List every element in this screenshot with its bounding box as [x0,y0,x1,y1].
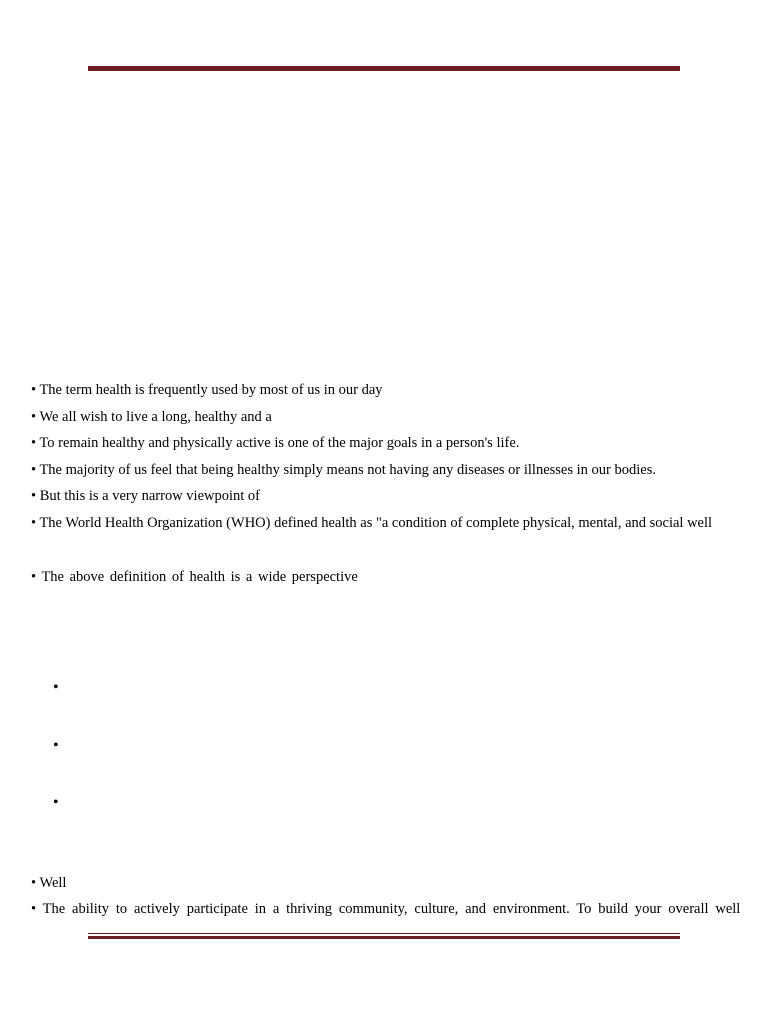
header-rule [88,66,680,71]
bullet-line-major-goals: • To remain healthy and physically active is one of the major goals in a person's life. [31,435,520,451]
bullet-line-who-definition: • The World Health Organization (WHO) defined health as "a condition of complete physical, mental, and social well [31,515,713,531]
empty-bullet-2: • [53,737,59,754]
bullet-line-narrow-viewpoint: • But this is a very narrow viewpoint of [31,488,260,504]
bullet-line-no-diseases: • The majority of us feel that being healthy simply means not having any diseases or illnesses in our bodies. [31,462,656,478]
bullet-line-long-life: • We all wish to live a long, healthy and a [31,409,272,425]
bullet-line-well: • Well [31,875,67,891]
bullet-line-health-term: • The term health is frequently used by most of us in our day [31,382,383,398]
footer-rule [88,933,680,939]
empty-bullet-3: • [53,794,59,811]
footer-rule-thin [88,933,680,934]
bullet-line-wide-perspective: • The above definition of health is a wide perspective [31,569,358,585]
footer-rule-thick [88,936,680,939]
empty-bullet-1: • [53,679,59,696]
bullet-line-community: • The ability to actively participate in a thriving community, culture, and environment. To build your overall well [31,901,741,917]
